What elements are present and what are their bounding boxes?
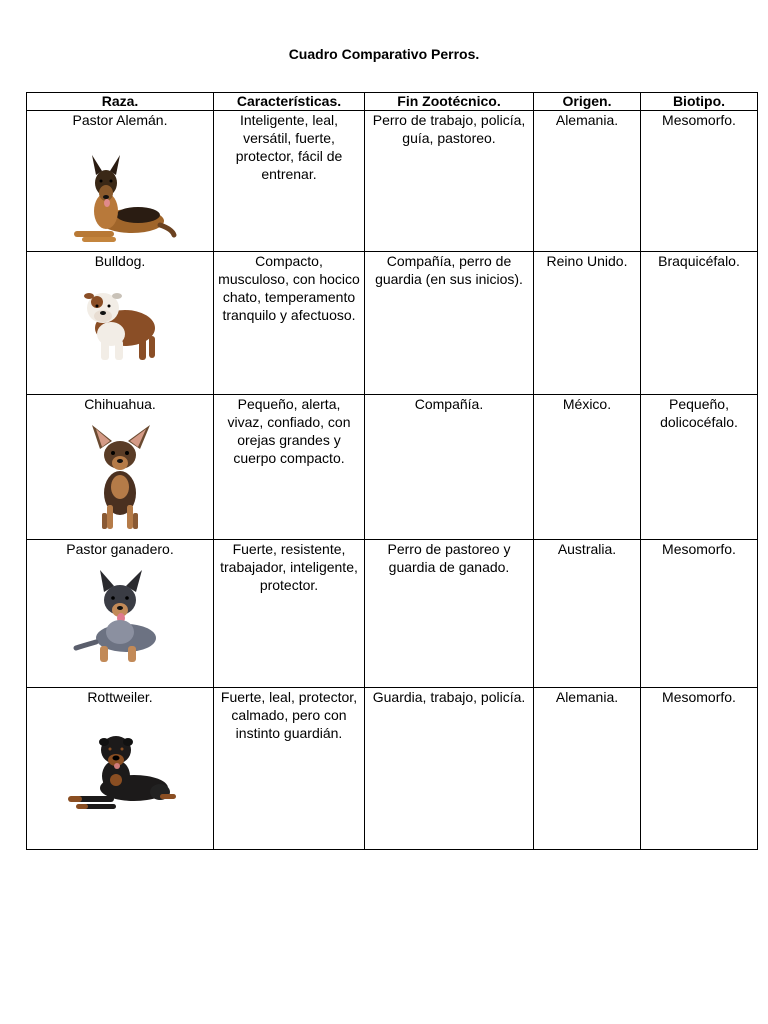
biotipo-cell: Pequeño, dolicocéfalo. — [641, 395, 758, 540]
breed-name: Rottweiler. — [87, 689, 153, 705]
origen-cell: Alemania. — [534, 111, 641, 252]
caracteristicas-cell: Fuerte, leal, protector, calmado, pero con instinto guardián. — [214, 688, 365, 850]
bulldog-image — [75, 280, 165, 370]
breed-cell — [27, 111, 214, 252]
breed-cell — [27, 395, 214, 540]
breed-name: Chihuahua. — [84, 396, 156, 412]
caracteristicas-cell: Pequeño, alerta, vivaz, confiado, con orejas grandes y cuerpo compacto. — [214, 395, 365, 540]
biotipo-cell: Mesomorfo. — [641, 540, 758, 688]
breed-name: Pastor Alemán. — [72, 112, 168, 128]
breed-name: Bulldog. — [94, 253, 146, 269]
rottweiler-image — [60, 718, 180, 814]
fin-zootecnico-cell: Guardia, trabajo, policía. — [365, 688, 534, 850]
breed-cell — [27, 252, 214, 395]
origen-cell: Alemania. — [534, 688, 641, 850]
header-origen: Origen. — [534, 93, 641, 111]
origen-cell: Reino Unido. — [534, 252, 641, 395]
header-row — [27, 93, 758, 111]
caracteristicas-cell: Fuerte, resistente, trabajador, inteligente, protector. — [214, 540, 365, 688]
caracteristicas-cell: Inteligente, leal, versátil, fuerte, protector, fácil de entrenar. — [214, 111, 365, 252]
table-row — [27, 252, 758, 395]
header-caracteristicas: Características. — [214, 93, 365, 111]
table-row — [27, 688, 758, 850]
fin-zootecnico-cell: Compañía. — [365, 395, 534, 540]
document-title: Cuadro Comparativo Perros. — [288, 46, 480, 62]
biotipo-cell: Mesomorfo. — [641, 111, 758, 252]
header-raza: Raza. — [27, 93, 214, 111]
table-row — [27, 395, 758, 540]
table-row — [27, 540, 758, 688]
header-biotipo: Biotipo. — [641, 93, 758, 111]
biotipo-cell: Braquicéfalo. — [641, 252, 758, 395]
table-row — [27, 111, 758, 252]
origen-cell: Australia. — [534, 540, 641, 688]
comparison-table — [26, 92, 758, 850]
header-fin-zootecnico: Fin Zootécnico. — [365, 93, 534, 111]
fin-zootecnico-cell: Perro de trabajo, policía, guía, pastoreo. — [365, 111, 534, 252]
caracteristicas-cell: Compacto, musculoso, con hocico chato, temperamento tranquilo y afectuoso. — [214, 252, 365, 395]
origen-cell: México. — [534, 395, 641, 540]
biotipo-cell: Mesomorfo. — [641, 688, 758, 850]
breed-cell — [27, 688, 214, 850]
chihuahua-image — [80, 419, 160, 531]
german-shepherd-image — [60, 149, 180, 245]
fin-zootecnico-cell: Compañía, perro de guardia (en sus inicios). — [365, 252, 534, 395]
cattle-dog-image — [70, 562, 170, 666]
breed-name: Pastor ganadero. — [66, 541, 174, 557]
breed-cell — [27, 540, 214, 688]
fin-zootecnico-cell: Perro de pastoreo y guardia de ganado. — [365, 540, 534, 688]
